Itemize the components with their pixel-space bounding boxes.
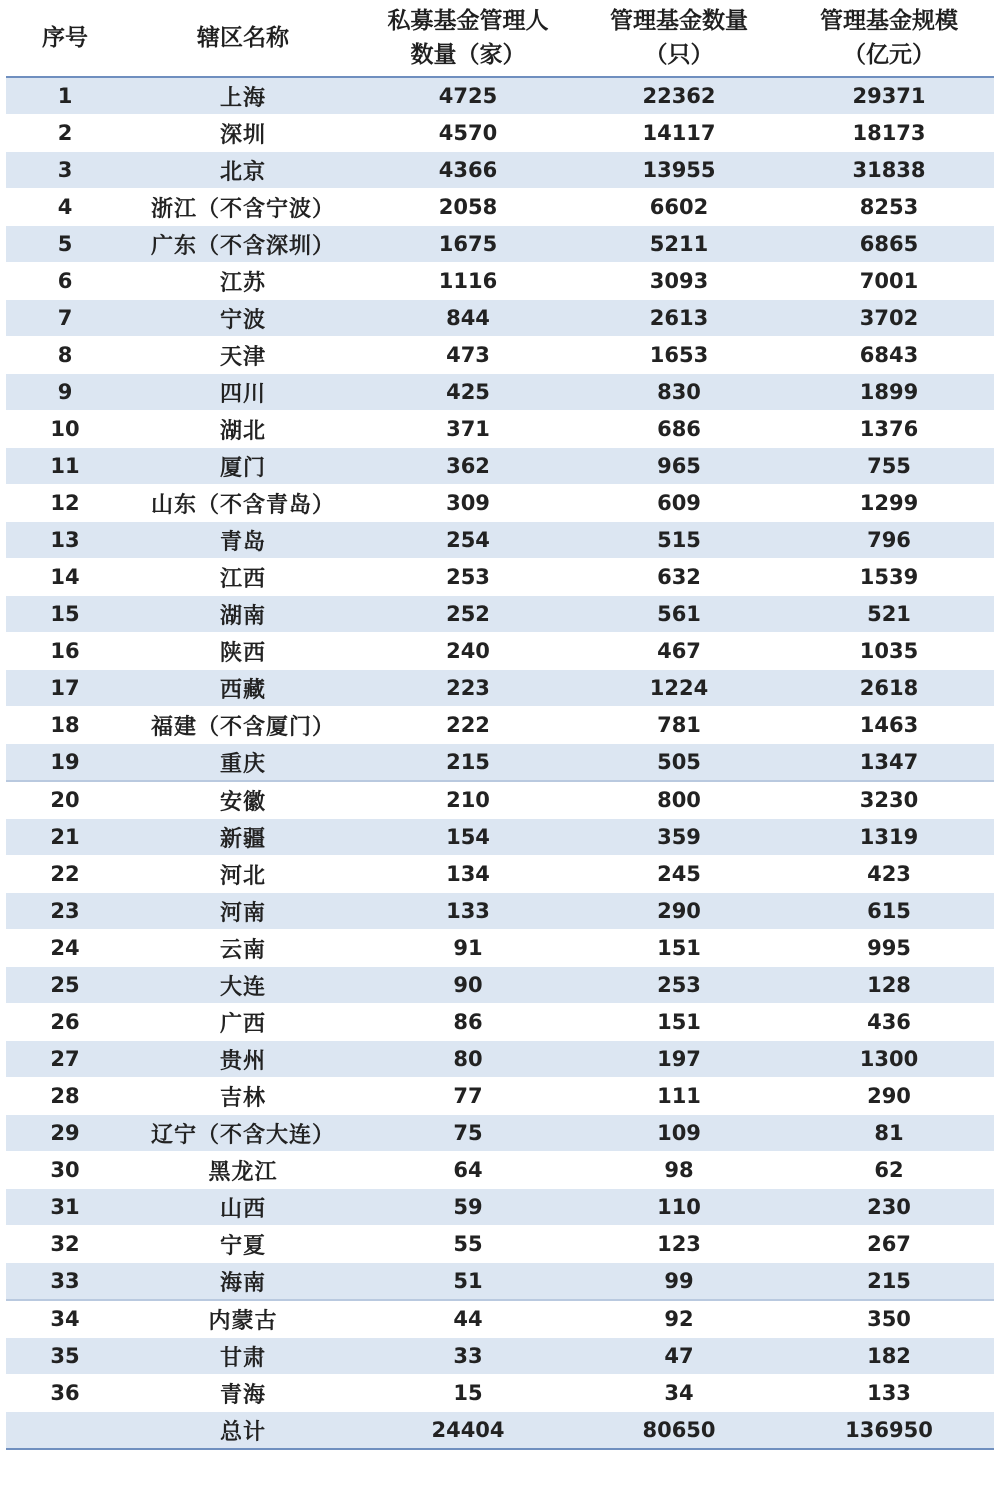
row-region-cell: 黑龙江 — [124, 1152, 362, 1189]
total-label-cell: 总计 — [124, 1412, 362, 1450]
row-region-cell: 宁波 — [124, 300, 362, 337]
row-index-cell: 21 — [6, 819, 124, 856]
row-managers-cell: 215 — [362, 744, 574, 782]
row-region-cell: 安徽 — [124, 781, 362, 819]
row-funds-cell: 98 — [574, 1152, 784, 1189]
table-row — [6, 633, 994, 670]
row-managers-cell: 371 — [362, 411, 574, 448]
row-managers-cell: 253 — [362, 559, 574, 596]
row-funds-cell: 22362 — [574, 77, 784, 115]
row-funds-cell: 5211 — [574, 226, 784, 263]
table-row — [6, 1338, 994, 1375]
table-row — [6, 448, 994, 485]
table-row — [6, 596, 994, 633]
row-region-cell: 吉林 — [124, 1078, 362, 1115]
row-managers-cell: 1116 — [362, 263, 574, 300]
header-region — [124, 0, 362, 77]
table-row — [6, 522, 994, 559]
row-funds-cell: 99 — [574, 1263, 784, 1301]
row-region-cell: 青岛 — [124, 522, 362, 559]
row-index-cell: 16 — [6, 633, 124, 670]
row-region-cell: 厦门 — [124, 448, 362, 485]
row-funds-cell: 505 — [574, 744, 784, 782]
table-row — [6, 485, 994, 522]
row-index-cell: 24 — [6, 930, 124, 967]
row-region-cell: 山东（不含青岛） — [124, 485, 362, 522]
row-aum-cell: 1899 — [784, 374, 994, 411]
table-row — [6, 781, 994, 819]
row-managers-cell: 844 — [362, 300, 574, 337]
header-region-label: 辖区名称 — [197, 25, 289, 51]
row-index-cell: 5 — [6, 226, 124, 263]
row-funds-cell: 359 — [574, 819, 784, 856]
header-funds-line1: 管理基金数量 — [610, 8, 748, 34]
row-funds-cell: 515 — [574, 522, 784, 559]
header-aum-line2: （亿元） — [843, 42, 935, 68]
row-managers-cell: 210 — [362, 781, 574, 819]
row-funds-cell: 686 — [574, 411, 784, 448]
row-managers-cell: 223 — [362, 670, 574, 707]
row-region-cell: 北京 — [124, 152, 362, 189]
row-funds-cell: 13955 — [574, 152, 784, 189]
row-index-cell: 6 — [6, 263, 124, 300]
table-row — [6, 77, 994, 115]
row-funds-cell: 34 — [574, 1375, 784, 1412]
header-aum — [784, 0, 994, 77]
table-row — [6, 1078, 994, 1115]
row-aum-cell: 8253 — [784, 189, 994, 226]
row-region-cell: 重庆 — [124, 744, 362, 782]
header-row — [6, 0, 994, 77]
row-aum-cell: 290 — [784, 1078, 994, 1115]
row-index-cell: 31 — [6, 1189, 124, 1226]
row-funds-cell: 3093 — [574, 263, 784, 300]
total-index-cell — [6, 1412, 124, 1450]
row-funds-cell: 2613 — [574, 300, 784, 337]
row-index-cell: 10 — [6, 411, 124, 448]
row-managers-cell: 4366 — [362, 152, 574, 189]
row-aum-cell: 3230 — [784, 781, 994, 819]
row-managers-cell: 4570 — [362, 115, 574, 152]
row-funds-cell: 800 — [574, 781, 784, 819]
row-managers-cell: 154 — [362, 819, 574, 856]
row-aum-cell: 2618 — [784, 670, 994, 707]
header-funds-line2: （只） — [644, 42, 714, 68]
row-index-cell: 8 — [6, 337, 124, 374]
row-index-cell: 28 — [6, 1078, 124, 1115]
table-row — [6, 189, 994, 226]
row-aum-cell: 615 — [784, 893, 994, 930]
row-aum-cell: 1035 — [784, 633, 994, 670]
table-row — [6, 1226, 994, 1263]
row-index-cell: 23 — [6, 893, 124, 930]
row-index-cell: 26 — [6, 1004, 124, 1041]
row-aum-cell: 521 — [784, 596, 994, 633]
row-managers-cell: 1675 — [362, 226, 574, 263]
row-aum-cell: 1539 — [784, 559, 994, 596]
row-managers-cell: 75 — [362, 1115, 574, 1152]
table-row — [6, 559, 994, 596]
row-aum-cell: 436 — [784, 1004, 994, 1041]
row-aum-cell: 350 — [784, 1300, 994, 1338]
row-funds-cell: 830 — [574, 374, 784, 411]
row-aum-cell: 267 — [784, 1226, 994, 1263]
table-row — [6, 856, 994, 893]
row-funds-cell: 290 — [574, 893, 784, 930]
private-fund-region-table — [6, 0, 994, 1450]
row-funds-cell: 467 — [574, 633, 784, 670]
row-index-cell: 18 — [6, 707, 124, 744]
row-funds-cell: 965 — [574, 448, 784, 485]
table-row — [6, 967, 994, 1004]
row-managers-cell: 51 — [362, 1263, 574, 1301]
row-managers-cell: 44 — [362, 1300, 574, 1338]
row-funds-cell: 1224 — [574, 670, 784, 707]
row-aum-cell: 423 — [784, 856, 994, 893]
total-managers-cell: 24404 — [362, 1412, 574, 1450]
row-region-cell: 大连 — [124, 967, 362, 1004]
row-region-cell: 宁夏 — [124, 1226, 362, 1263]
table-header — [6, 0, 994, 77]
row-aum-cell: 29371 — [784, 77, 994, 115]
table-row — [6, 1189, 994, 1226]
row-aum-cell: 755 — [784, 448, 994, 485]
row-managers-cell: 4725 — [362, 77, 574, 115]
header-index — [6, 0, 124, 77]
row-funds-cell: 47 — [574, 1338, 784, 1375]
row-region-cell: 青海 — [124, 1375, 362, 1412]
header-managers-line1: 私募基金管理人 — [387, 8, 549, 34]
row-region-cell: 浙江（不含宁波） — [124, 189, 362, 226]
row-funds-cell: 632 — [574, 559, 784, 596]
row-managers-cell: 90 — [362, 967, 574, 1004]
row-region-cell: 海南 — [124, 1263, 362, 1301]
header-aum-line1: 管理基金规模 — [820, 8, 958, 34]
row-region-cell: 河南 — [124, 893, 362, 930]
row-managers-cell: 254 — [362, 522, 574, 559]
table-row — [6, 893, 994, 930]
row-region-cell: 内蒙古 — [124, 1300, 362, 1338]
row-managers-cell: 425 — [362, 374, 574, 411]
row-managers-cell: 240 — [362, 633, 574, 670]
row-region-cell: 福建（不含厦门） — [124, 707, 362, 744]
table-row — [6, 1152, 994, 1189]
row-aum-cell: 1300 — [784, 1041, 994, 1078]
row-index-cell: 35 — [6, 1338, 124, 1375]
row-index-cell: 17 — [6, 670, 124, 707]
row-funds-cell: 123 — [574, 1226, 784, 1263]
row-index-cell: 9 — [6, 374, 124, 411]
table-row — [6, 707, 994, 744]
row-region-cell: 广东（不含深圳） — [124, 226, 362, 263]
row-aum-cell: 31838 — [784, 152, 994, 189]
header-managers — [362, 0, 574, 77]
row-region-cell: 新疆 — [124, 819, 362, 856]
table-row — [6, 263, 994, 300]
row-index-cell: 36 — [6, 1375, 124, 1412]
row-managers-cell: 64 — [362, 1152, 574, 1189]
row-aum-cell: 3702 — [784, 300, 994, 337]
row-funds-cell: 609 — [574, 485, 784, 522]
row-region-cell: 西藏 — [124, 670, 362, 707]
row-funds-cell: 151 — [574, 1004, 784, 1041]
table-row — [6, 1115, 994, 1152]
total-funds-cell: 80650 — [574, 1412, 784, 1450]
row-region-cell: 湖南 — [124, 596, 362, 633]
table-row — [6, 300, 994, 337]
row-aum-cell: 230 — [784, 1189, 994, 1226]
row-managers-cell: 80 — [362, 1041, 574, 1078]
row-index-cell: 32 — [6, 1226, 124, 1263]
table-row — [6, 1004, 994, 1041]
total-aum-cell: 136950 — [784, 1412, 994, 1450]
header-index-label: 序号 — [42, 25, 88, 51]
row-managers-cell: 252 — [362, 596, 574, 633]
row-index-cell: 12 — [6, 485, 124, 522]
row-aum-cell: 62 — [784, 1152, 994, 1189]
row-managers-cell: 15 — [362, 1375, 574, 1412]
row-aum-cell: 18173 — [784, 115, 994, 152]
row-index-cell: 34 — [6, 1300, 124, 1338]
row-index-cell: 29 — [6, 1115, 124, 1152]
row-managers-cell: 362 — [362, 448, 574, 485]
row-aum-cell: 81 — [784, 1115, 994, 1152]
table-row — [6, 226, 994, 263]
row-funds-cell: 151 — [574, 930, 784, 967]
row-region-cell: 甘肃 — [124, 1338, 362, 1375]
row-funds-cell: 253 — [574, 967, 784, 1004]
row-region-cell: 云南 — [124, 930, 362, 967]
row-aum-cell: 6843 — [784, 337, 994, 374]
row-funds-cell: 111 — [574, 1078, 784, 1115]
row-managers-cell: 134 — [362, 856, 574, 893]
row-funds-cell: 245 — [574, 856, 784, 893]
row-region-cell: 山西 — [124, 1189, 362, 1226]
row-region-cell: 贵州 — [124, 1041, 362, 1078]
row-aum-cell: 7001 — [784, 263, 994, 300]
table-row — [6, 115, 994, 152]
table-row — [6, 819, 994, 856]
table-row — [6, 411, 994, 448]
row-funds-cell: 197 — [574, 1041, 784, 1078]
row-aum-cell: 128 — [784, 967, 994, 1004]
table-row — [6, 1375, 994, 1412]
row-region-cell: 广西 — [124, 1004, 362, 1041]
header-funds — [574, 0, 784, 77]
row-index-cell: 3 — [6, 152, 124, 189]
row-index-cell: 7 — [6, 300, 124, 337]
row-funds-cell: 109 — [574, 1115, 784, 1152]
row-aum-cell: 796 — [784, 522, 994, 559]
row-region-cell: 上海 — [124, 77, 362, 115]
row-aum-cell: 1376 — [784, 411, 994, 448]
row-index-cell: 13 — [6, 522, 124, 559]
row-managers-cell: 33 — [362, 1338, 574, 1375]
row-aum-cell: 215 — [784, 1263, 994, 1301]
row-managers-cell: 55 — [362, 1226, 574, 1263]
row-index-cell: 30 — [6, 1152, 124, 1189]
row-managers-cell: 59 — [362, 1189, 574, 1226]
row-funds-cell: 781 — [574, 707, 784, 744]
row-funds-cell: 110 — [574, 1189, 784, 1226]
row-aum-cell: 6865 — [784, 226, 994, 263]
row-index-cell: 20 — [6, 781, 124, 819]
row-funds-cell: 14117 — [574, 115, 784, 152]
row-aum-cell: 1463 — [784, 707, 994, 744]
row-managers-cell: 473 — [362, 337, 574, 374]
row-region-cell: 辽宁（不含大连） — [124, 1115, 362, 1152]
table-body — [6, 77, 994, 1449]
row-managers-cell: 133 — [362, 893, 574, 930]
row-index-cell: 15 — [6, 596, 124, 633]
row-managers-cell: 86 — [362, 1004, 574, 1041]
row-region-cell: 江西 — [124, 559, 362, 596]
row-region-cell: 江苏 — [124, 263, 362, 300]
header-managers-line2: 数量（家） — [410, 42, 526, 68]
row-aum-cell: 995 — [784, 930, 994, 967]
row-funds-cell: 92 — [574, 1300, 784, 1338]
row-managers-cell: 222 — [362, 707, 574, 744]
row-aum-cell: 182 — [784, 1338, 994, 1375]
row-funds-cell: 6602 — [574, 189, 784, 226]
table-row — [6, 337, 994, 374]
row-index-cell: 4 — [6, 189, 124, 226]
table-row — [6, 744, 994, 782]
row-region-cell: 湖北 — [124, 411, 362, 448]
row-region-cell: 天津 — [124, 337, 362, 374]
row-managers-cell: 77 — [362, 1078, 574, 1115]
row-index-cell: 22 — [6, 856, 124, 893]
row-managers-cell: 91 — [362, 930, 574, 967]
row-aum-cell: 1299 — [784, 485, 994, 522]
row-region-cell: 河北 — [124, 856, 362, 893]
row-index-cell: 2 — [6, 115, 124, 152]
row-index-cell: 11 — [6, 448, 124, 485]
row-index-cell: 14 — [6, 559, 124, 596]
total-row — [6, 1412, 994, 1450]
table-row — [6, 670, 994, 707]
row-index-cell: 1 — [6, 77, 124, 115]
table-row — [6, 374, 994, 411]
row-funds-cell: 561 — [574, 596, 784, 633]
table-row — [6, 1263, 994, 1301]
row-index-cell: 33 — [6, 1263, 124, 1301]
table-row — [6, 1041, 994, 1078]
row-aum-cell: 133 — [784, 1375, 994, 1412]
row-index-cell: 19 — [6, 744, 124, 782]
row-region-cell: 深圳 — [124, 115, 362, 152]
row-funds-cell: 1653 — [574, 337, 784, 374]
table-row — [6, 152, 994, 189]
row-index-cell: 27 — [6, 1041, 124, 1078]
table-row — [6, 1300, 994, 1338]
row-managers-cell: 2058 — [362, 189, 574, 226]
row-aum-cell: 1319 — [784, 819, 994, 856]
row-region-cell: 四川 — [124, 374, 362, 411]
row-managers-cell: 309 — [362, 485, 574, 522]
row-aum-cell: 1347 — [784, 744, 994, 782]
row-region-cell: 陕西 — [124, 633, 362, 670]
table-row — [6, 930, 994, 967]
row-index-cell: 25 — [6, 967, 124, 1004]
